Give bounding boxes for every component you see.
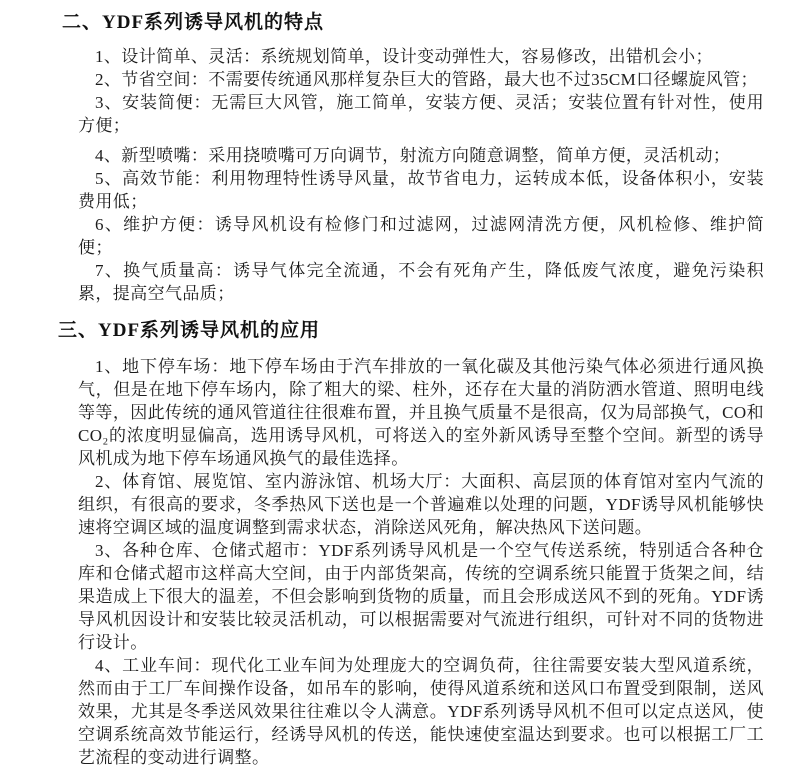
application-paragraph-2: 2、体育馆、展览馆、室内游泳馆、机场大厅：大面积、高层顶的体育馆对室内气流的组织，有很高的要求，冬季热风下送也是一个普遍难以处理的问题，YDF诱导风机能够快速将空调区域的温度调整到需求状态，消除送风死角，解决热风下送问题。 <box>78 472 764 537</box>
feature-item-7: 7、换气质量高：诱导气体完全流通，不会有死角产生，降低废气浓度，避免污染积累，提高空气品质； <box>78 261 764 303</box>
feature-item-4: 4、新型喷嘴：采用挠喷嘴可万向调节，射流方向随意调整，简单方便，灵活机动； <box>95 146 731 165</box>
section-heading-applications: 三、YDF系列诱导风机的应用 <box>58 320 321 341</box>
application-paragraph-4: 4、工业车间：现代化工业车间为处理庞大的空调负荷，往往需要安装大型风道系统，然而由于工厂车间操作设备，如吊车的影响，使得风道系统和送风口布置受到限制，送风效果，尤其是冬季送风效果往往难以令人满意。YDF系列诱导风机不但可以定点送风，使空调系统高效节能运行，经诱导风机的传送，能快速使室温达到要求。也可以根据工厂工艺流程的变动进行调整。 <box>78 656 764 767</box>
feature-item-1: 1、设计简单、灵活：系统规划简单，设计变动弹性大，容易修改，出错机会小； <box>95 47 713 66</box>
application-paragraph-1: 1、地下停车场：地下停车场由于汽车排放的一氧化碳及其他污染气体必须进行通风换气，但是在地下停车场内，除了粗大的梁、柱外，还存在大量的消防洒水管道、照明电线等等，因此传统的通风管道往往很难布置，并且换气质量不是很高，仅为局部换气，CO和CO₂的浓度明显偏高，选用诱导风机，可将送入的室外新风诱导至整个空间。新型的诱导风机成为地下停车场通风换气的最佳选择。 <box>78 357 764 468</box>
feature-item-5: 5、高效节能：利用物理特性诱导风量，故节省电力，运转成本低，设备体积小，安装费用低； <box>78 169 764 211</box>
feature-item-2: 2、节省空间：不需要传统通风那样复杂巨大的管路，最大也不过35CM口径螺旋风管； <box>95 70 758 89</box>
section-heading-features: 二、YDF系列诱导风机的特点 <box>62 12 325 33</box>
feature-item-6: 6、维护方便：诱导风机设有检修门和过滤网，过滤网清洗方便，风机检修、维护简便； <box>78 215 764 257</box>
application-paragraph-3: 3、各种仓库、仓储式超市：YDF系列诱导风机是一个空气传送系统，特别适合各种仓库和仓储式超市这样高大空间，由于内部货架高，传统的空调系统只能置于货架之间，结果造成上下很大的温差，不但会影响到货物的质量，而且会形成送风不到的死角。YDF诱导风机因设计和安装比较灵活机动，可以根据需要对气流进行组织，可针对不同的货物进行设计。 <box>78 541 764 652</box>
feature-item-3: 3、安装简便：无需巨大风管，施工简单，安装方便、灵活；安装位置有针对性，使用方便； <box>78 93 764 135</box>
